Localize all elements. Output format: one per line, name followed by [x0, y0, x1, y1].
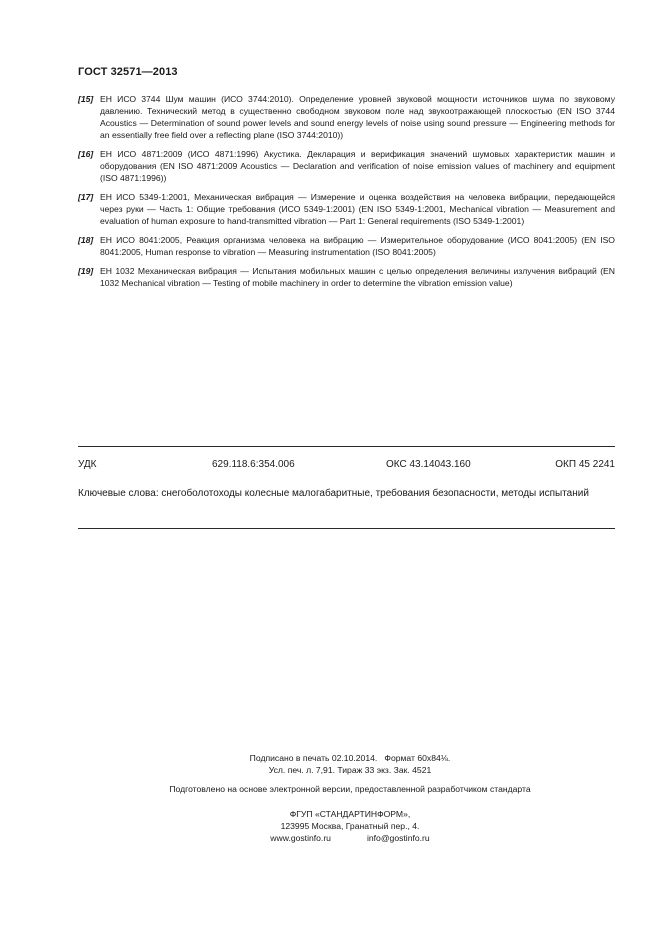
- udk-value: 629.118.6:354.006: [212, 459, 295, 470]
- reference-text: ЕН ИСО 8041:2005, Реакция организма человека на вибрацию — Измерительное оборудование (ИСО 8041:2005) (EN ISO 8041:2005, Human response to vibration — Measuring instrumentation (ISO 8041:2005): [100, 234, 615, 257]
- reference-text: ЕН ИСО 5349-1:2001, Механическая вибрация — Измерение и оценка воздействия на человека вибрации, передающейся через руки — Часть 1: Общие требования (ИСО 5349-1:2001) (EN ISO 5349-1:2001, Mechanical vibration — Measurement and evaluation of human exposure to hand-transmitted vibration — Part 1: General requirements (ISO 5349-1:2001): [100, 191, 615, 227]
- publisher-contacts: [80, 832, 620, 844]
- standard-number: ГОСТ 32571—2013: [78, 66, 178, 78]
- oks-code: ОКС 43.14043.160: [386, 459, 471, 470]
- reference-item: [78, 234, 615, 258]
- reference-text: ЕН ИСО 4871:2009 (ИСО 4871:1996) Акустика. Декларация и верификация значений шумовых характеристик машин и оборудования (EN ISO 4871:2009 Acoustics — Declaration and verification of noise emission values of machinery and equipment (ISO 4871:1996)): [100, 148, 615, 184]
- divider-top: [78, 446, 615, 447]
- reference-item: [78, 148, 615, 184]
- publisher-info: [80, 808, 620, 845]
- bibliography-list: [78, 93, 615, 295]
- publisher-address: 123995 Москва, Гранатный пер., 4.: [280, 821, 420, 832]
- divider-bottom: [78, 528, 615, 529]
- prepared-note: Подготовлено на основе электронной версии, предоставленной разработчиком стандарта: [169, 784, 531, 794]
- reference-text: ЕН ИСО 3744 Шум машин (ИСО 3744:2010). Определение уровней звуковой мощности источников шума по звуковому давлению. Технический метод в существенно свободном звуковом поле над звукоотражающей плоскостью (EN ISO 3744 Acoustics — Determination of sound power levels and sound energy levels of noise using sound pressure — Engineering methods for an essentially free field over a reflecting plane (ISO 3744:2010)): [100, 94, 615, 141]
- reference-number: [19]: [78, 265, 94, 276]
- print-sheets-run: Усл. печ. л. 7,91. Тираж 33 экз. Зак. 4521: [268, 765, 432, 776]
- reference-number: [15]: [78, 94, 94, 104]
- print-info: [80, 752, 620, 776]
- reference-number: [17]: [78, 191, 94, 202]
- reference-number: [18]: [78, 234, 94, 245]
- keywords: Ключевые слова: снегоболотоходы колесные малогабаритные, требования безопасности, методы испытаний: [78, 488, 589, 499]
- reference-number: [16]: [78, 148, 94, 159]
- publisher-name: ФГУП «СТАНДАРТИНФОРМ»,: [289, 809, 411, 819]
- print-signed-format: Подписано в печать 02.10.2014. Формат 60х84⅛.: [249, 753, 451, 763]
- publisher-website[interactable]: www.gostinfo.ru: [270, 833, 331, 844]
- classification-row: [78, 459, 615, 473]
- reference-item: [78, 265, 615, 289]
- reference-item: [78, 191, 615, 227]
- publisher-email[interactable]: info@gostinfo.ru: [366, 833, 430, 844]
- udk-label: УДК: [78, 459, 97, 470]
- reference-text: ЕН 1032 Механическая вибрация — Испытания мобильных машин с целью определения величины излучения вибраций (EN 1032 Mechanical vibration — Testing of mobile machinery in order to determine the vibration emission value): [100, 265, 615, 288]
- okp-code: ОКП 45 2241: [555, 459, 615, 470]
- reference-item: [78, 93, 615, 141]
